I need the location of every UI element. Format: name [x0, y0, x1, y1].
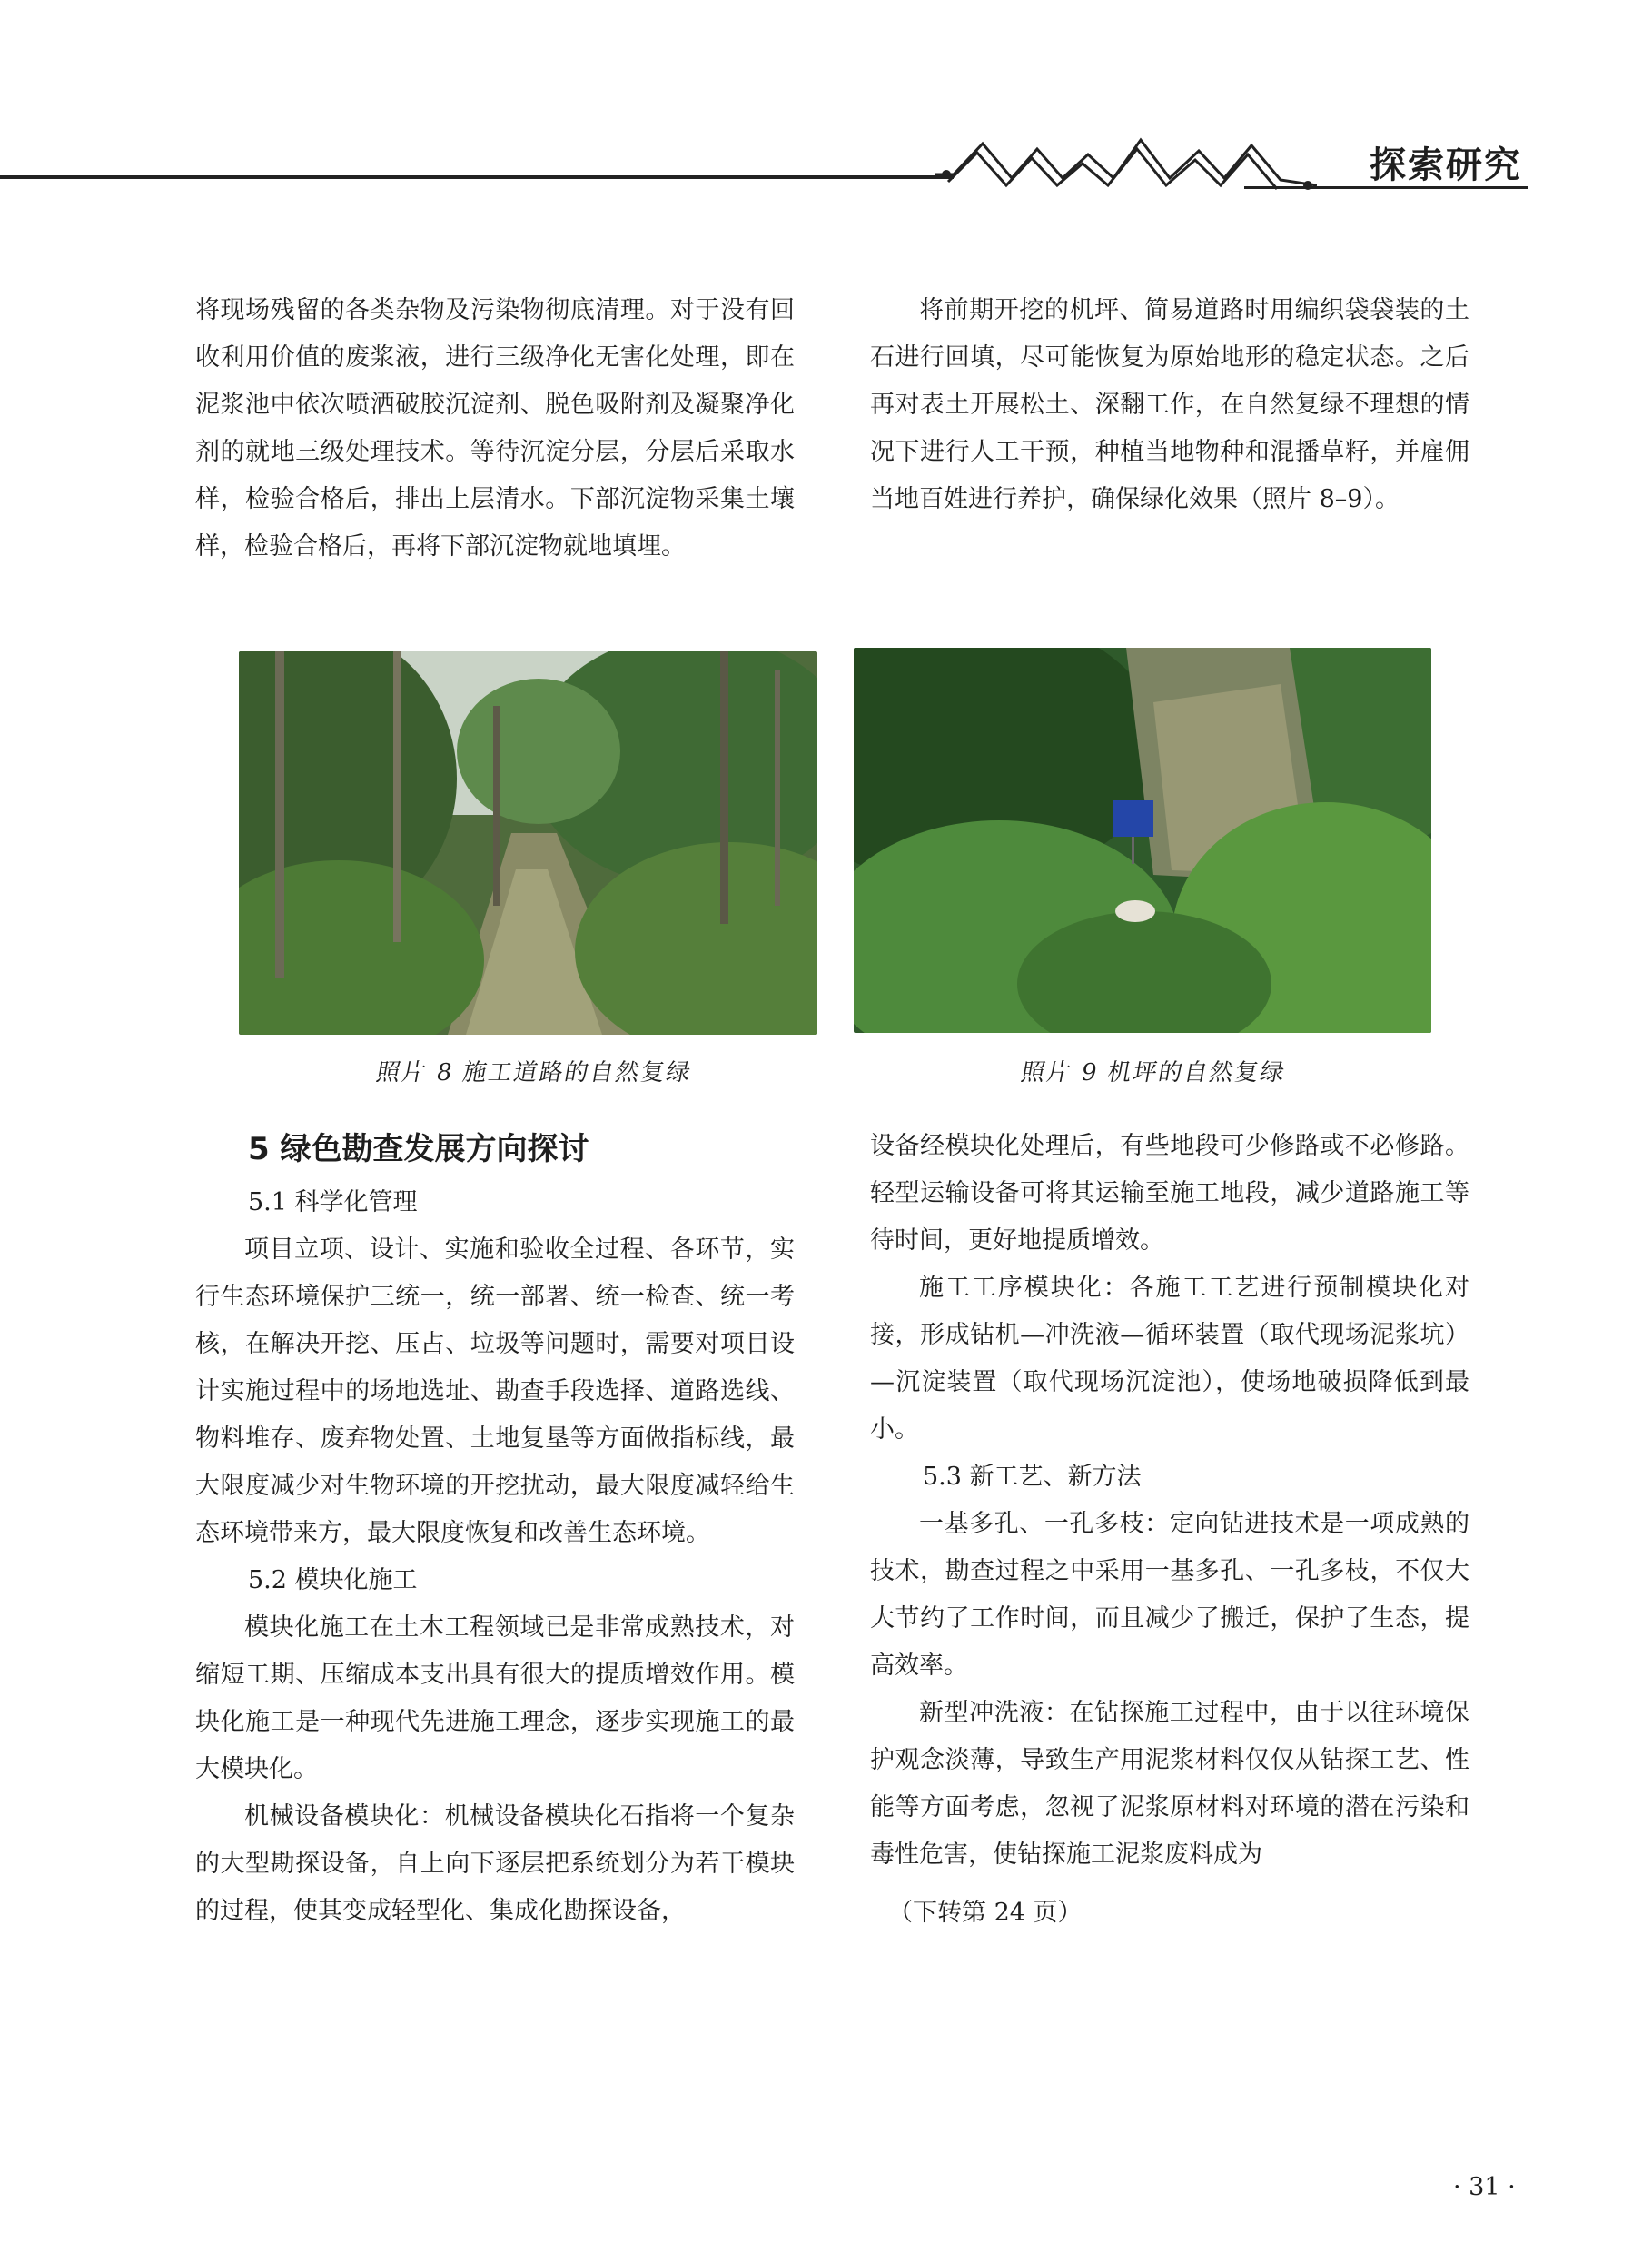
- photo-8-construction-road: [239, 651, 817, 1035]
- photo-8-caption: 照片 8 施工道路的自然复绿: [373, 1059, 695, 1087]
- column-top-right: [870, 287, 1469, 523]
- header-zigzag-ornament: [935, 127, 1317, 200]
- paragraph: 机械设备模块化：机械设备模块化石指将一个复杂的大型勘探设备，自上向下逐层把系统划分为若干模块的过程，使其变成轻型化、集成化勘探设备，: [195, 1802, 795, 1925]
- paragraph: 设备经模块化处理后，有些地段可少修路或不必修路。轻型运输设备可将其运输至施工地段，减少道路施工等待时间，更好地提质增效。: [870, 1132, 1469, 1255]
- paragraph: 新型冲洗液：在钻探施工过程中，由于以往环境保护观念淡薄，导致生产用泥浆材料仅仅从钻探工艺、性能等方面考虑，忽视了泥浆原材料对环境的潜在污染和毒性危害，使钻探施工泥浆废料成为: [870, 1699, 1469, 1869]
- subsection-heading: 5.1 科学化管理: [248, 1188, 418, 1216]
- section-title: 探索研究: [1370, 144, 1522, 186]
- paragraph: 将前期开挖的机坪、简易道路时用编织袋袋装的土石进行回填，尽可能恢复为原始地形的稳定状态。之后再对表土开展松土、深翻工作，在自然复绿不理想的情况下进行人工干预，种植当地物种和混播草籽，并雇佣当地百姓进行养护，确保绿化效果（照片 8–9）。: [870, 296, 1469, 513]
- paragraph: 施工工序模块化：各施工工艺进行预制模块化对接，形成钻机—冲洗液—循环装置（取代现场泥浆坑）—沉淀装置（取代现场沉淀池），使场地破损降低到最小。: [870, 1274, 1469, 1444]
- paragraph: 一基多孔、一孔多枝：定向钻进技术是一项成熟的技术，勘查过程之中采用一基多孔、一孔多枝，不仅大大节约了工作时间，而且减少了搬迁，保护了生态，提高效率。: [870, 1510, 1469, 1680]
- column-top-left: [195, 287, 795, 571]
- continued-note: （下转第 24 页）: [888, 1899, 1083, 1927]
- section-heading: 5 绿色勘查发展方向探讨: [248, 1131, 589, 1167]
- paragraph: 项目立项、设计、实施和验收全过程、各环节，实行生态环境保护三统一，统一部署、统一检查、统一考核，在解决开挖、压占、垃圾等问题时，需要对项目设计实施过程中的场地选址、勘查手段选择、道路选线、物料堆存、废弃物处置、土地复垦等方面做指标线，最大限度减少对生物环境的开挖扰动，最大限度减轻给生态环境带来方，最大限度恢复和改善生态环境。: [195, 1236, 795, 1547]
- page-number: · 31 ·: [1453, 2173, 1516, 2201]
- column-bottom-left: [195, 1123, 795, 1935]
- subsection-heading: 5.3 新工艺、新方法: [923, 1463, 1142, 1491]
- photo-9-caption: 照片 9 机坪的自然复绿: [1018, 1059, 1289, 1087]
- column-bottom-right: [870, 1123, 1469, 1937]
- subsection-heading: 5.2 模块化施工: [248, 1566, 418, 1594]
- paragraph: 将现场残留的各类杂物及污染物彻底清理。对于没有回收利用价值的废浆液，进行三级净化无害化处理，即在泥浆池中依次喷洒破胶沉淀剂、脱色吸附剂及凝聚净化剂的就地三级处理技术。等待沉淀分层，分层后采取水样，检验合格后，排出上层清水。下部沉淀物采集土壤样，检验合格后，再将下部沉淀物就地填埋。: [195, 296, 795, 561]
- photo-9-drill-pad: [854, 648, 1431, 1033]
- header-rule: [0, 175, 954, 179]
- paragraph: 模块化施工在土木工程领域已是非常成熟技术，对缩短工期、压缩成本支出具有很大的提质增效作用。模块化施工是一种现代先进施工理念，逐步实现施工的最大模块化。: [195, 1613, 795, 1783]
